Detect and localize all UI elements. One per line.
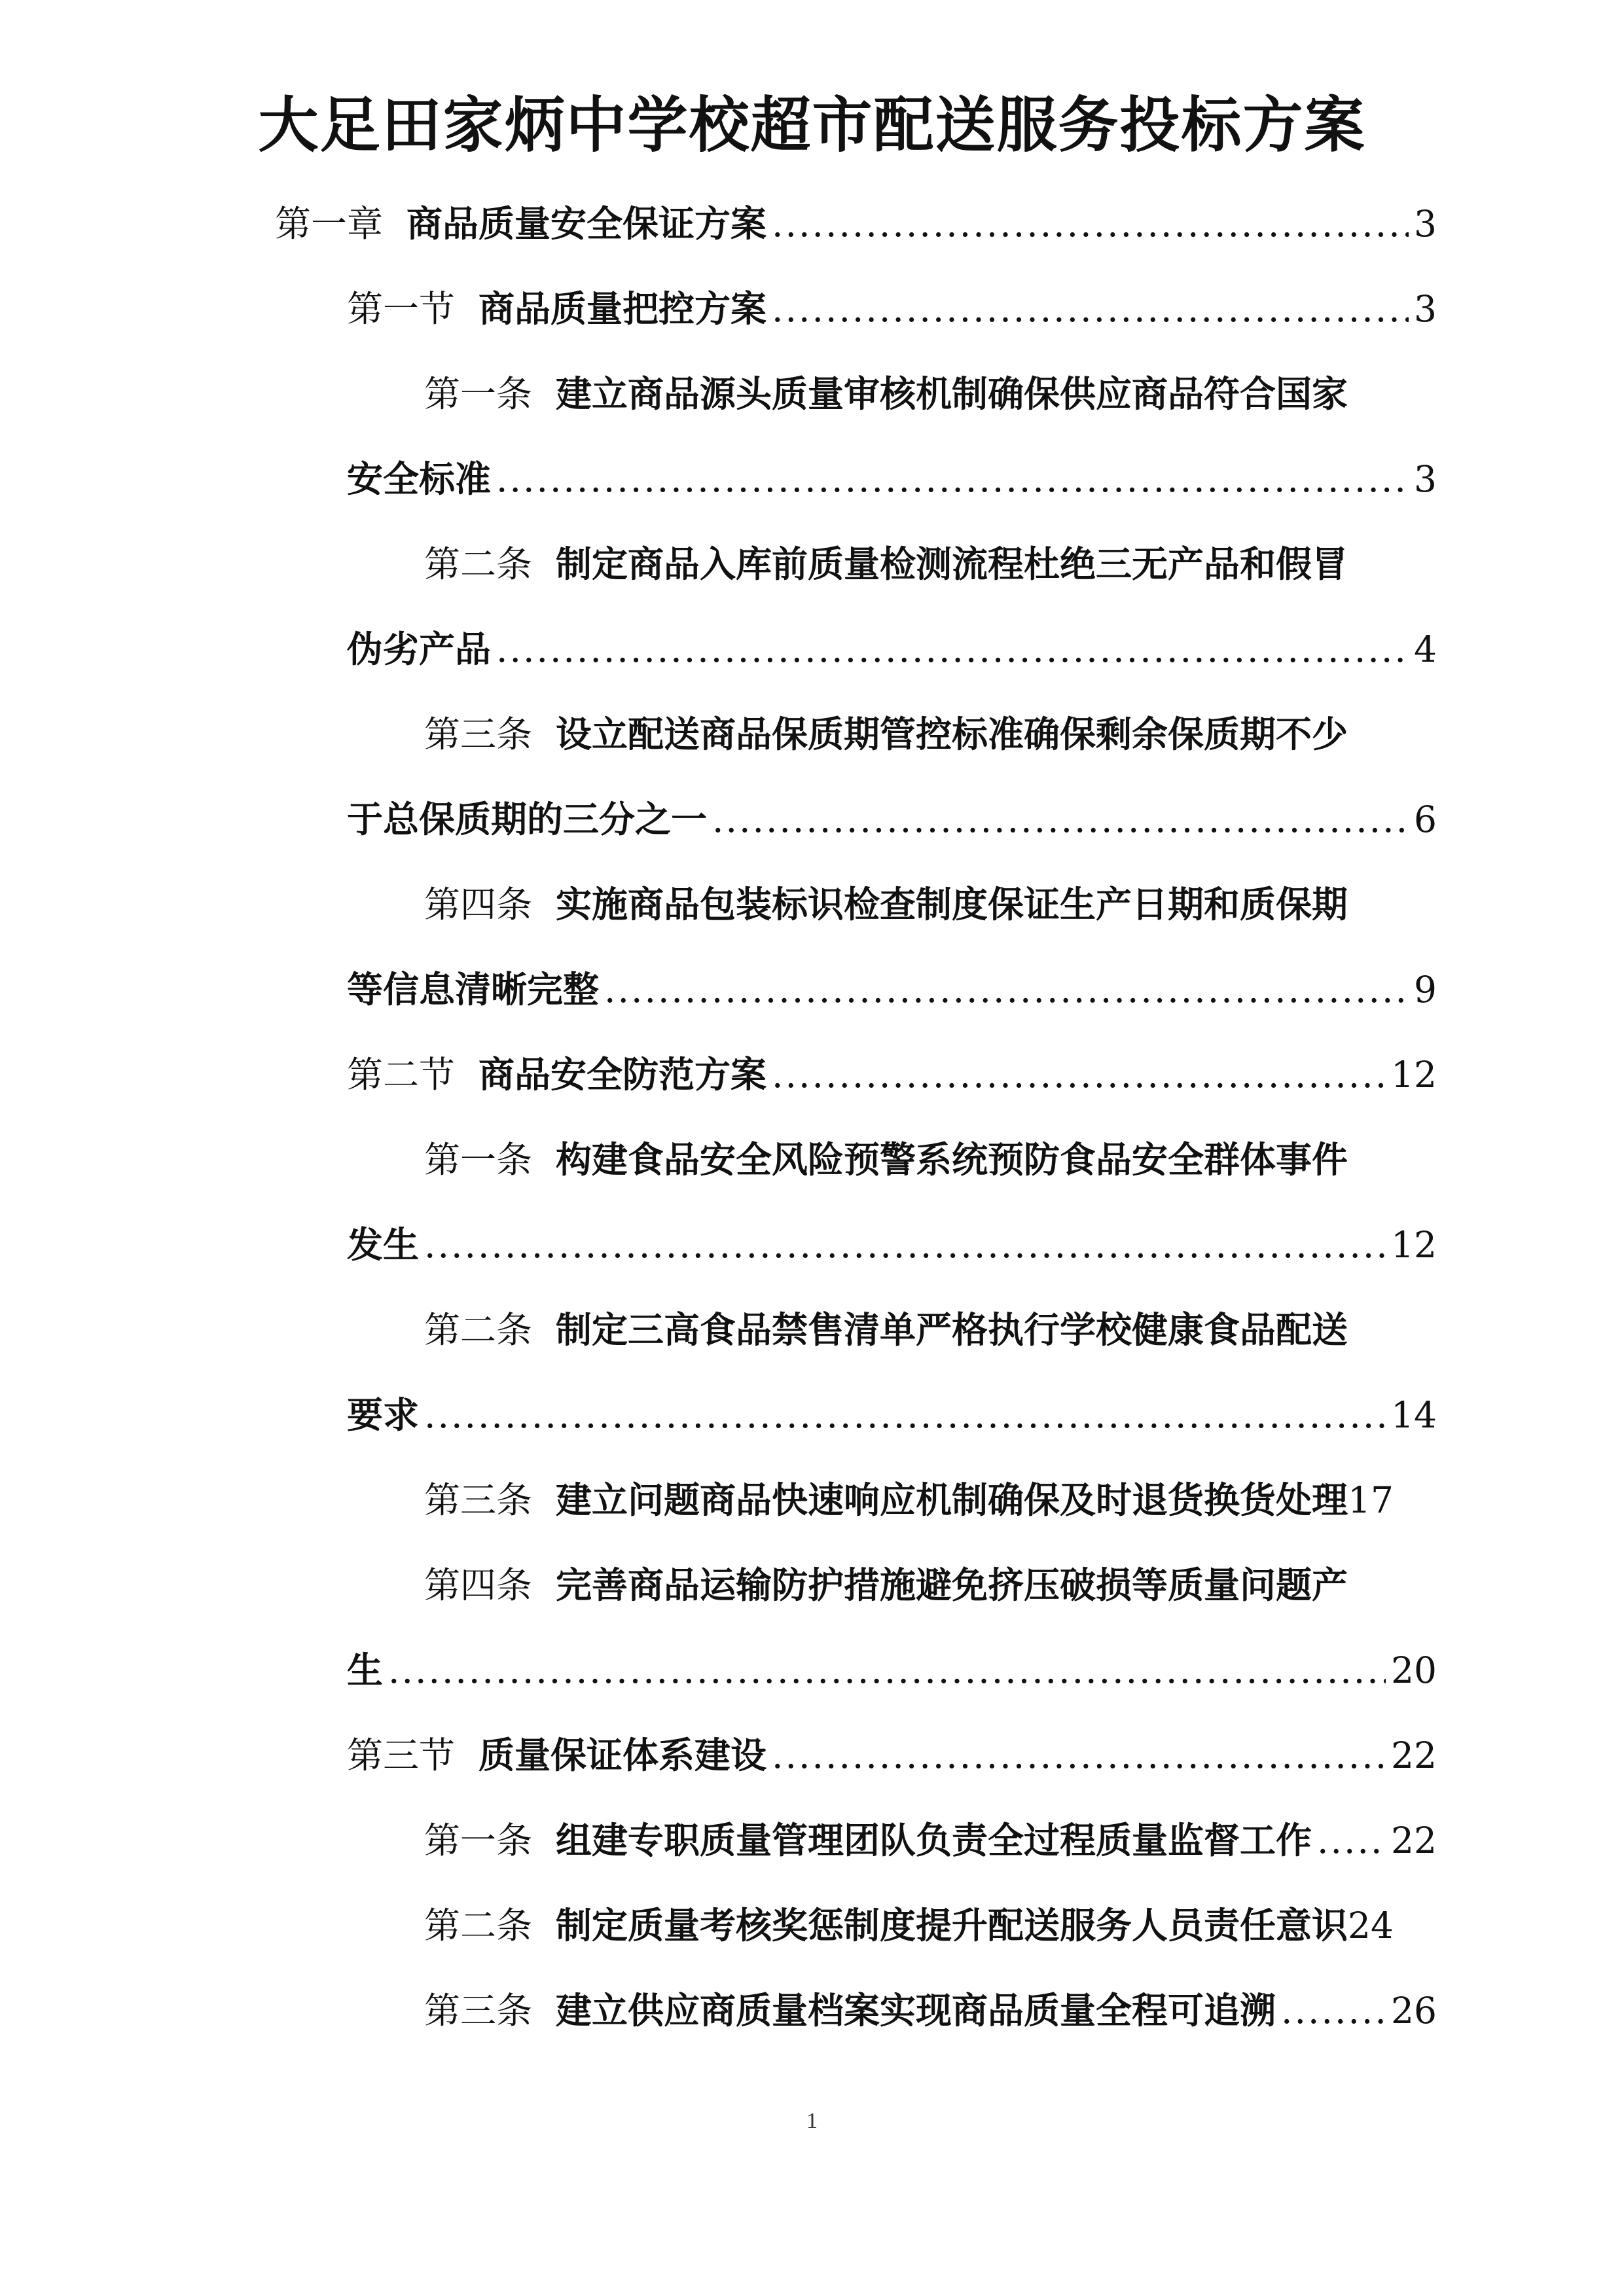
- toc-entry-s3-article-3[interactable]: [424, 1978, 1437, 2043]
- toc-leader: [604, 957, 1409, 1022]
- toc-title-line2: 于总保质期的三分之一: [347, 798, 708, 840]
- toc-leader: [496, 617, 1409, 682]
- toc-page-number: 22: [1391, 1820, 1437, 1861]
- toc-title-line1: 设立配送商品保质期管控标准确保剩余保质期不少: [556, 713, 1348, 755]
- toc-page-number: 12: [1391, 1224, 1437, 1266]
- toc-page-number: 9: [1414, 969, 1437, 1011]
- toc-entry-s1-article-3-cont[interactable]: [347, 787, 1437, 852]
- toc-label: 第一条: [424, 1139, 533, 1181]
- toc-title-line1: 制定三高食品禁售清单严格执行学校健康食品配送: [556, 1309, 1348, 1351]
- toc-page-number: 22: [1391, 1734, 1437, 1776]
- toc-entry-s1-article-4[interactable]: [424, 872, 1445, 937]
- toc-leader: [1281, 1978, 1386, 2043]
- toc-label: 第三条: [424, 1479, 533, 1521]
- toc-entry-section-1[interactable]: [347, 276, 1437, 342]
- toc-label: 第三条: [424, 713, 533, 755]
- toc-entry-s3-article-1[interactable]: [424, 1808, 1437, 1873]
- toc-entry-s3-article-2[interactable]: [424, 1893, 1452, 1958]
- toc-title-line2: 发生: [347, 1224, 420, 1266]
- toc-title-line2: 安全标准: [347, 458, 492, 500]
- toc-label: 第二条: [424, 543, 533, 585]
- toc-label: 第四条: [424, 884, 533, 925]
- toc-entry-s2-article-1-cont[interactable]: [347, 1212, 1437, 1278]
- toc-leader: [496, 446, 1409, 512]
- toc-entry-s2-article-4[interactable]: [424, 1552, 1445, 1618]
- toc-entry-section-2[interactable]: [347, 1042, 1437, 1107]
- toc-page-number: 20: [1391, 1649, 1437, 1691]
- toc-title-line1: 实施商品包装标识检查制度保证生产日期和质保期: [556, 884, 1348, 925]
- toc-entry-s2-article-2-cont[interactable]: [347, 1382, 1437, 1448]
- toc-label: 第四条: [424, 1564, 533, 1606]
- toc-title-line2: 要求: [347, 1394, 420, 1436]
- document-title: 大足田家炳中学校超市配送服务投标方案: [258, 90, 1366, 160]
- toc-title-line1: 建立商品源头质量审核机制确保供应商品符合国家: [556, 373, 1348, 415]
- toc-entry-section-3[interactable]: [347, 1723, 1437, 1788]
- toc-entry-s1-article-2-cont[interactable]: [347, 617, 1437, 682]
- toc-title: 建立供应商质量档案实现商品质量全程可追溯: [556, 1990, 1276, 2032]
- toc-label: 第一条: [424, 1820, 533, 1861]
- toc-title: 制定质量考核奖惩制度提升配送服务人员责任意识: [556, 1905, 1348, 1946]
- toc-title-line1: 制定商品入库前质量检测流程杜绝三无产品和假冒: [556, 543, 1348, 585]
- toc-label: 第一节: [347, 288, 456, 330]
- toc-entry-s1-article-2[interactable]: [424, 531, 1445, 597]
- toc-title: 商品质量把控方案: [478, 288, 767, 330]
- toc-label: 第一章: [275, 203, 384, 245]
- toc-entry-s1-article-1[interactable]: [424, 361, 1445, 427]
- toc-leader: [772, 1723, 1386, 1788]
- toc-leader: [388, 1638, 1386, 1703]
- toc-page-number: 6: [1414, 798, 1437, 840]
- toc-title: 商品安全防范方案: [478, 1054, 767, 1096]
- toc-page-number: 3: [1414, 458, 1437, 500]
- toc-label: 第二节: [347, 1054, 456, 1096]
- toc-page-number: 3: [1414, 288, 1437, 330]
- toc-leader: [424, 1212, 1386, 1278]
- toc-title-line2: 等信息清晰完整: [347, 969, 600, 1011]
- toc-title: 组建专职质量管理团队负责全过程质量监督工作: [556, 1820, 1312, 1861]
- toc-title-line1: 构建食品安全风险预警系统预防食品安全群体事件: [556, 1139, 1348, 1181]
- toc-leader: [772, 191, 1409, 257]
- toc-label: 第二条: [424, 1905, 533, 1946]
- toc-label: 第三节: [347, 1734, 456, 1776]
- toc-leader: [772, 276, 1409, 342]
- toc-label: 第一条: [424, 373, 533, 415]
- toc-page-number: 14: [1391, 1394, 1437, 1436]
- toc-label: 第三条: [424, 1990, 533, 2032]
- toc-page-number: 12: [1391, 1054, 1437, 1096]
- toc-entry-s1-article-1-cont[interactable]: [347, 446, 1437, 512]
- toc-entry-s2-article-4-cont[interactable]: [347, 1638, 1437, 1703]
- page-number: 1: [806, 2109, 818, 2133]
- toc-leader: [424, 1382, 1386, 1448]
- toc-title-line1: 完善商品运输防护措施避免挤压破损等质量问题产: [556, 1564, 1348, 1606]
- toc-leader: [712, 787, 1409, 852]
- toc-entry-s2-article-3[interactable]: [424, 1467, 1452, 1533]
- toc-title-line2: 生: [347, 1649, 384, 1691]
- toc-page-number: 26: [1391, 1990, 1437, 2032]
- toc-label: 第二条: [424, 1309, 533, 1351]
- toc-title: 商品质量安全保证方案: [406, 203, 767, 245]
- toc-page-number: 17: [1348, 1479, 1394, 1521]
- toc-title: 建立问题商品快速响应机制确保及时退货换货处理: [556, 1479, 1348, 1521]
- toc-entry-s2-article-1[interactable]: [424, 1127, 1445, 1193]
- toc-entry-chapter-1[interactable]: [275, 191, 1437, 257]
- toc-entry-s2-article-2[interactable]: [424, 1297, 1445, 1363]
- toc-title-line2: 伪劣产品: [347, 628, 492, 670]
- toc-leader: [1317, 1808, 1386, 1873]
- toc-entry-s1-article-4-cont[interactable]: [347, 957, 1437, 1022]
- toc-page-number: 3: [1414, 203, 1437, 245]
- toc-page-number: 24: [1348, 1905, 1394, 1946]
- toc-entry-s1-article-3[interactable]: [424, 702, 1445, 767]
- toc-page-number: 4: [1414, 628, 1437, 670]
- toc-leader: [772, 1042, 1386, 1107]
- toc-title: 质量保证体系建设: [478, 1734, 767, 1776]
